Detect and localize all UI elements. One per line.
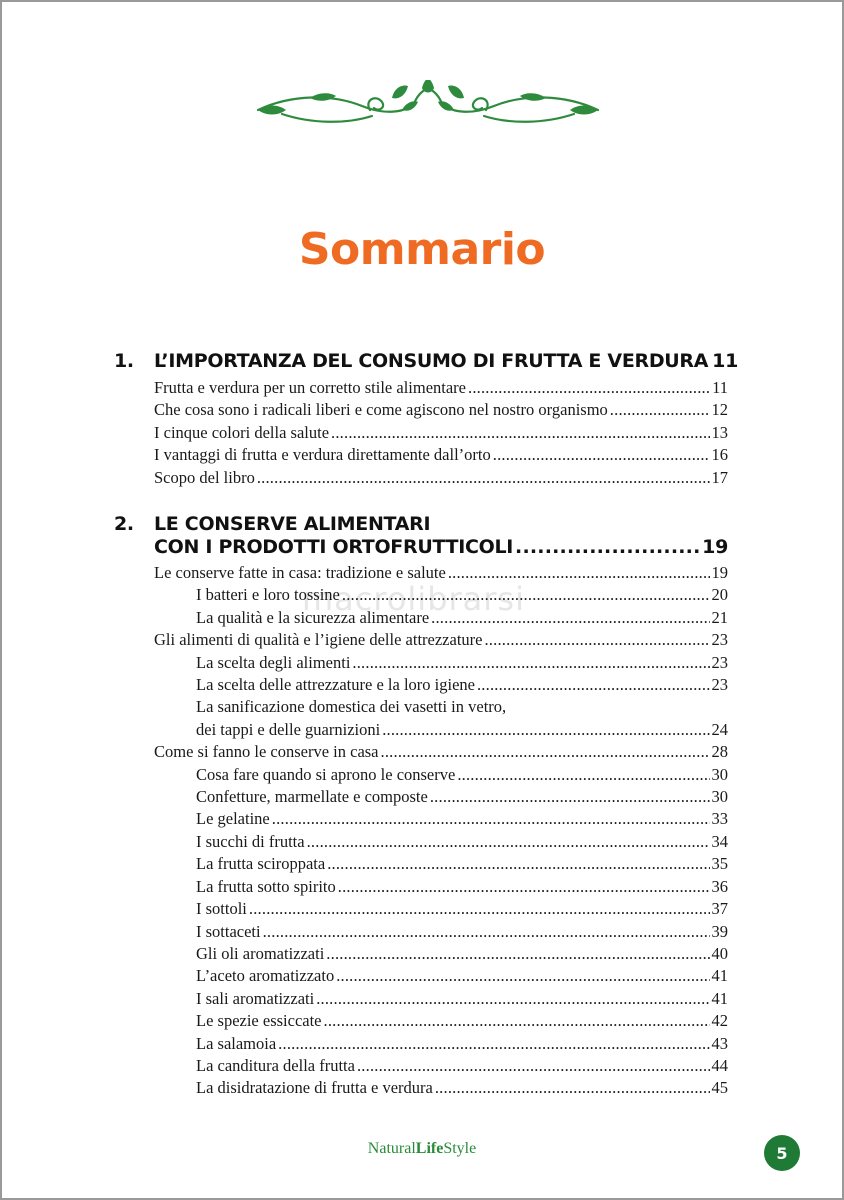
toc-entry[interactable]	[114, 719, 728, 741]
toc-entry[interactable]	[114, 1010, 728, 1032]
toc-entry-text: Cosa fare quando si aprono le conserve	[196, 764, 456, 784]
toc-entry[interactable]	[114, 943, 728, 965]
toc-entry-page: 13	[711, 422, 728, 442]
toc-entry[interactable]	[114, 786, 728, 808]
toc-entry-text: I cinque colori della salute	[154, 422, 330, 442]
toc-entry-text: Come si fanno le conserve in casa	[154, 742, 379, 762]
toc-entry-text: Frutta e verdura per un corretto stile alimentare	[154, 378, 466, 397]
dot-leader	[327, 853, 709, 875]
chapter-1	[114, 350, 739, 489]
toc-entry-text: Confetture, marmellate e composte	[196, 787, 428, 807]
toc-entry-page: 40	[711, 943, 728, 963]
page-number-badge: 5	[764, 1135, 800, 1171]
toc-entry-text: Le spezie essiccate	[196, 1011, 322, 1031]
leaf-ornament-icon	[252, 80, 604, 136]
toc-entry-text: I batteri e loro tossine	[196, 585, 340, 605]
toc-entry-page: 35	[711, 854, 728, 874]
toc-entry[interactable]	[114, 898, 728, 920]
dot-leader	[610, 399, 710, 421]
toc-entry-page: 30	[711, 764, 728, 784]
page-title: Sommario	[298, 224, 546, 275]
toc-entry-text: I sottaceti	[196, 921, 261, 941]
toc-entry[interactable]	[114, 629, 728, 651]
toc-entry-page: 23	[711, 630, 728, 650]
toc-entry-text: Che cosa sono i radicali liberi e come agiscono nel nostro organismo	[154, 400, 608, 420]
toc-entry-page: 41	[711, 966, 728, 986]
toc-entry-page: 17	[711, 467, 728, 487]
toc-entry-text: La scelta degli alimenti	[196, 652, 351, 672]
toc-entry[interactable]	[114, 1077, 728, 1099]
dot-leader	[331, 422, 709, 444]
toc-entry-text: I sottoli	[196, 899, 247, 919]
toc-entry[interactable]	[114, 988, 728, 1010]
toc-entry-text: La salamoia	[196, 1033, 277, 1053]
chapter-2	[114, 513, 728, 1100]
dot-leader	[249, 898, 710, 920]
toc-entry-text: Gli alimenti di qualità e l’igiene delle attrezzature	[154, 630, 483, 650]
chapter-heading[interactable]	[114, 350, 739, 373]
toc-entry-page: 36	[711, 876, 728, 896]
toc-entry[interactable]	[114, 965, 728, 987]
toc-entry-text: La qualità e la sicurezza alimentare	[196, 607, 430, 627]
toc-entry-page: 23	[711, 652, 728, 672]
brand-part-style: Style	[443, 1140, 477, 1157]
toc-entry-text: Scopo del libro	[154, 467, 255, 487]
toc-entry-text: La canditura della frutta	[196, 1055, 355, 1075]
dot-leader	[431, 607, 709, 629]
toc-entry-continued[interactable]: La sanificazione domestica dei vasetti in vetro,	[196, 697, 507, 717]
toc-entry-page: 24	[711, 719, 728, 739]
toc-entry[interactable]	[114, 808, 728, 830]
toc-entry-page: 37	[711, 899, 728, 919]
toc-entry-page: 33	[711, 809, 728, 829]
toc-entry[interactable]	[114, 764, 728, 786]
toc-entry[interactable]	[114, 741, 728, 763]
toc-entry-text: Le gelatine	[196, 809, 270, 829]
chapter-page: 19	[702, 536, 728, 558]
toc-entry[interactable]	[114, 853, 728, 875]
toc-entry[interactable]	[114, 652, 728, 674]
toc-entry[interactable]	[114, 921, 728, 943]
dot-leader	[357, 1055, 710, 1077]
toc-entry[interactable]	[114, 584, 728, 606]
toc-entry-page: 21	[711, 607, 728, 627]
dot-leader	[342, 584, 710, 606]
dot-leader	[324, 1010, 710, 1032]
toc-entry-page: 30	[711, 787, 728, 807]
toc-entry[interactable]	[114, 1055, 728, 1077]
toc-entry-text: La frutta sotto spirito	[196, 876, 336, 896]
toc-entry-text: La disidratazione di frutta e verdura	[196, 1078, 433, 1098]
toc-entry-page: 39	[711, 921, 728, 941]
dot-leader	[278, 1033, 709, 1055]
toc-entry-text: La scelta delle attrezzature e la loro igiene	[196, 675, 475, 695]
dot-leader	[381, 741, 710, 763]
chapter-title-line-2: CON I PRODOTTI ORTOFRUTTICOLI	[154, 536, 514, 558]
toc-entry[interactable]	[114, 467, 728, 489]
toc-entry[interactable]	[114, 399, 728, 421]
dot-leader	[263, 921, 710, 943]
chapter-number: 2.	[114, 513, 134, 535]
footer-brand	[2, 1140, 842, 1158]
toc-entry-page: 45	[711, 1078, 728, 1098]
dot-leader	[493, 444, 710, 466]
toc-entry-text: I sali aromatizzati	[196, 988, 315, 1008]
dot-leader	[272, 808, 710, 830]
toc-entry-text: La frutta sciroppata	[196, 854, 326, 874]
toc-entry-page: 42	[711, 1011, 728, 1031]
dot-leader	[326, 943, 709, 965]
toc-entry[interactable]	[114, 876, 728, 898]
dot-leader	[515, 536, 700, 559]
dot-leader	[338, 876, 710, 898]
toc-entry-text: Le conserve fatte in casa: tradizione e salute	[154, 563, 446, 582]
chapter-title-line-1: LE CONSERVE ALIMENTARI	[154, 513, 431, 535]
dot-leader	[352, 652, 709, 674]
dot-leader	[382, 719, 709, 741]
toc-entry-page: 16	[711, 445, 728, 465]
chapter-page: 11	[712, 350, 739, 372]
toc-entry[interactable]	[114, 831, 728, 853]
dot-leader	[307, 831, 710, 853]
toc-entry[interactable]	[114, 1033, 728, 1055]
dot-leader	[468, 377, 710, 399]
toc-entry-page: 28	[711, 742, 728, 762]
toc-entry[interactable]	[114, 377, 728, 399]
dot-leader	[457, 764, 709, 786]
dot-leader	[316, 988, 709, 1010]
toc-entry-page: 43	[711, 1033, 728, 1053]
chapter-number: 1.	[114, 350, 134, 372]
brand-part-life: Life	[415, 1140, 444, 1157]
toc-entry[interactable]	[114, 422, 728, 444]
toc-entry[interactable]	[114, 607, 728, 629]
toc-entry-page: 12	[711, 400, 728, 420]
toc-entry-page: 41	[711, 988, 728, 1008]
dot-leader	[336, 965, 709, 987]
dot-leader	[484, 629, 709, 651]
toc-entry-text: I succhi di frutta	[196, 831, 305, 851]
watermark: macrolibrarsi	[302, 580, 525, 618]
dot-leader	[477, 674, 710, 696]
toc-entry[interactable]	[114, 444, 728, 466]
toc-entry-page: 34	[711, 831, 728, 851]
toc-entry-page: 44	[711, 1055, 728, 1075]
brand-part-natural: Natural	[367, 1140, 416, 1157]
toc-entry-page: 23	[711, 675, 728, 695]
dot-leader	[435, 1077, 710, 1099]
chapter-heading[interactable]	[114, 513, 728, 559]
chapter-title: L’IMPORTANZA DEL CONSUMO DI FRUTTA E VERDURA	[154, 350, 709, 372]
dot-leader	[257, 467, 710, 489]
dot-leader	[430, 786, 710, 808]
toc-entry-text: L’aceto aromatizzato	[196, 966, 335, 986]
toc-entry-page: 19	[711, 563, 728, 582]
toc-entry-page: 20	[711, 585, 728, 605]
toc-entry[interactable]	[114, 674, 728, 696]
dot-leader	[448, 562, 710, 584]
toc-entry-text: Gli oli aromatizzati	[196, 943, 325, 963]
toc-entry-page: 11	[712, 378, 728, 397]
toc-entry-text: dei tappi e delle guarnizioni	[196, 719, 381, 739]
toc-entry[interactable]	[114, 562, 728, 584]
toc-entry-text: I vantaggi di frutta e verdura direttamente dall’orto	[154, 445, 491, 465]
